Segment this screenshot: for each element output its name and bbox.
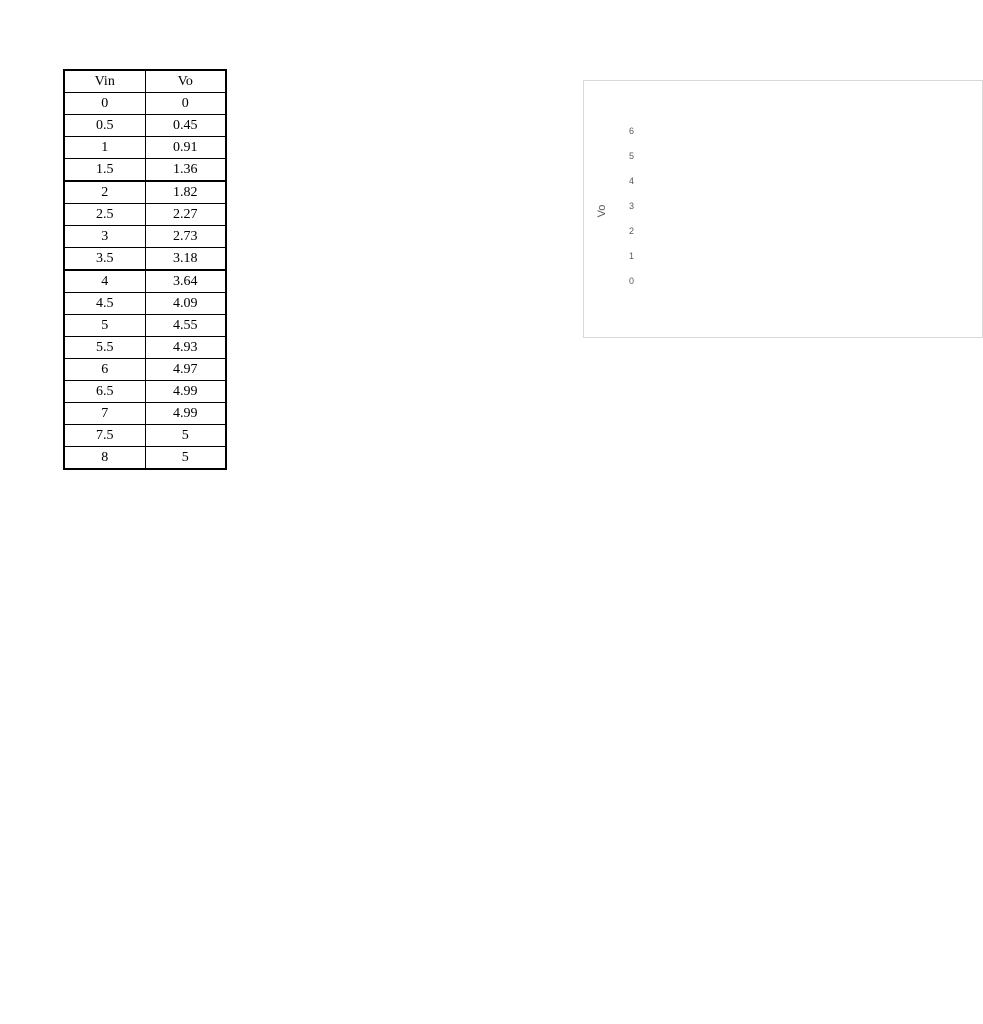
cell-vin: 8 [64,447,145,470]
cell-vin: 3.5 [64,248,145,271]
cell-vin: 4.5 [64,293,145,315]
cell-vo: 4.93 [145,337,226,359]
table-row [64,159,226,182]
cell-vin: 4 [64,270,145,293]
table-row [64,403,226,425]
cell-vo: 4.99 [145,403,226,425]
table-row [64,115,226,137]
chart-area[interactable] [583,80,983,338]
cell-vo: 4.55 [145,315,226,337]
cell-vin: 5 [64,315,145,337]
y-tick-label: 6 [629,126,635,136]
cell-vo: 3.64 [145,270,226,293]
cell-vo: 3.18 [145,248,226,271]
table-row [64,293,226,315]
cell-vin: 0 [64,93,145,115]
cell-vin: 1 [64,137,145,159]
cell-vo: 2.27 [145,204,226,226]
y-axis-title: Vo [596,204,608,218]
table-row [64,93,226,115]
cell-vin: 6.5 [64,381,145,403]
cell-vo: 5 [145,425,226,447]
cell-vo: 4.97 [145,359,226,381]
table-row [64,204,226,226]
header-vo: Vo [145,70,226,93]
cell-vo: 4.99 [145,381,226,403]
cell-vo: 0 [145,93,226,115]
table-row [64,337,226,359]
cell-vo: 4.09 [145,293,226,315]
y-tick-label: 2 [629,226,635,236]
cell-vo: 0.91 [145,137,226,159]
cell-vin: 7 [64,403,145,425]
y-tick-label: 1 [629,251,635,261]
table-row [64,270,226,293]
header-vin: Vin [64,70,145,93]
y-tick-label: 4 [629,176,635,186]
y-tick-label: 0 [629,276,635,286]
cell-vin: 5.5 [64,337,145,359]
cell-vin: 3 [64,226,145,248]
cell-vo: 0.45 [145,115,226,137]
vin-vo-table [63,69,227,470]
cell-vo: 1.36 [145,159,226,182]
table-row [64,181,226,204]
chart-clip [583,80,635,339]
table-row [64,248,226,271]
y-tick-label: 3 [629,201,635,211]
table-row [64,447,226,470]
cell-vin: 6 [64,359,145,381]
table-row [64,359,226,381]
cell-vin: 1.5 [64,159,145,182]
table-row [64,381,226,403]
table-row [64,226,226,248]
cell-vo: 2.73 [145,226,226,248]
table-row [64,315,226,337]
cell-vin: 0.5 [64,115,145,137]
cell-vin: 2 [64,181,145,204]
cell-vo: 5 [145,447,226,470]
cell-vin: 7.5 [64,425,145,447]
cell-vin: 2.5 [64,204,145,226]
table-header-row [64,70,226,93]
cell-vo: 1.82 [145,181,226,204]
y-tick-label: 5 [629,151,635,161]
table-row [64,137,226,159]
table-row [64,425,226,447]
